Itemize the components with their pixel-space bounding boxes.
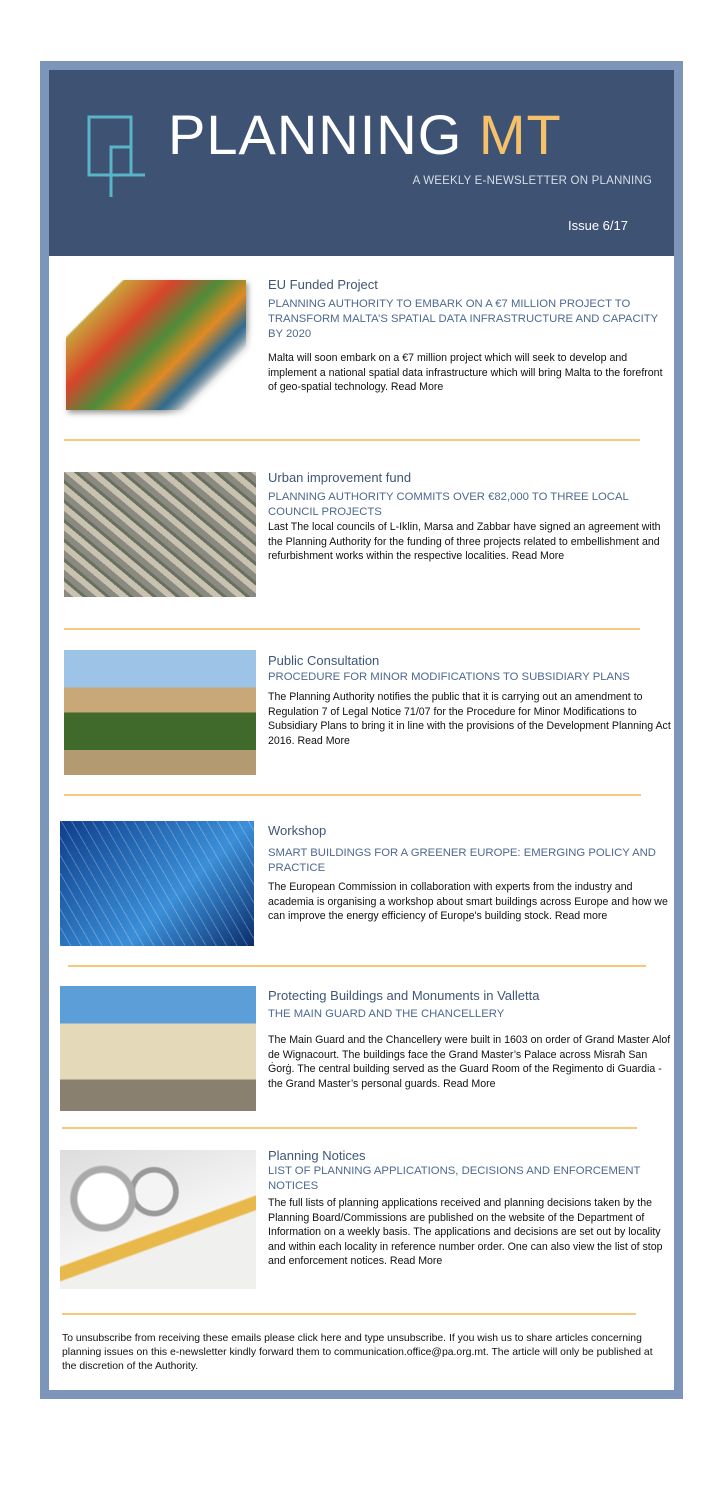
separator <box>68 965 646 967</box>
spatial-data-map-image[interactable] <box>66 280 246 410</box>
main-guard-building-image[interactable] <box>60 986 256 1111</box>
smart-building-image[interactable] <box>60 821 254 946</box>
article-category: Public Consultation <box>268 653 380 668</box>
separator <box>64 439 640 441</box>
public-garden-image[interactable] <box>64 650 256 775</box>
separator <box>62 1313 636 1315</box>
blueprints-image[interactable] <box>60 1150 256 1289</box>
article-body: Last The local councils of L-Iklin, Marsa and Zabbar have signed an agreement with the Planning Authority for the funding of three projects related to embellishment and refurbishment works within the respective localities. Read More <box>268 521 661 562</box>
separator <box>64 628 640 630</box>
separator <box>64 794 641 796</box>
read-more-link[interactable]: Read More <box>443 1077 496 1090</box>
article-headline[interactable]: THE MAIN GUARD AND THE CHANCELLERY <box>268 1008 505 1020</box>
article-category: Protecting Buildings and Monuments in Valletta <box>268 988 540 1003</box>
issue-number: Issue 6/17 <box>568 218 628 233</box>
read-more-link[interactable]: Read More <box>511 550 565 562</box>
article-headline[interactable]: LIST OF PLANNING APPLICATIONS, DECISIONS AND ENFORCEMENT NOTICES <box>268 1165 641 1192</box>
article-headline[interactable]: PLANNING AUTHORITY COMMITS OVER €82,000 TO THREE LOCAL COUNCIL PROJECTS <box>268 491 629 518</box>
article-category: Urban improvement fund <box>268 470 412 485</box>
newsletter-title: PLANNING MT <box>168 103 562 166</box>
read-more-link[interactable]: Read More <box>389 1255 443 1267</box>
article-body: The Planning Authority notifies the public that it is carrying out an amendment to Regulation 7 of Legal Notice 71/07 for the Procedure for Minor Modifications to Subsidiary Plans to bring it in line with the provisions of the Development Planning Act 2016. Read More <box>268 691 671 747</box>
article-headline[interactable]: PROCEDURE FOR MINOR MODIFICATIONS TO SUBSIDIARY PLANS <box>268 671 630 683</box>
article-headline[interactable]: PLANNING AUTHORITY TO EMBARK ON A €7 MILLION PROJECT TO TRANSFORM MALTA’S SPATIAL DATA INFRASTRUCTURE AND CAPACITY BY 2020 <box>268 298 658 340</box>
article-body: The Main Guard and the Chancellery were built in 1603 on order of Grand Master Alof de Wignacourt. The buildings face the Grand Master’s Palace across Misraħ San Ġorġ. The central building served as the Guard Room of the Regimento di Guardia - the Grand Master’s personal guards. Read More <box>268 1034 671 1090</box>
article-category: Planning Notices <box>268 1148 366 1163</box>
article-category: Workshop <box>268 823 327 838</box>
read-more-link[interactable]: Read More <box>390 381 444 393</box>
article-body: Malta will soon embark on a €7 million project which will seek to develop and implement a national spatial data infrastructure which will bring Malta to the forefront of geo-spatial technology. Read More <box>268 352 663 393</box>
article-category: EU Funded Project <box>268 277 378 292</box>
newsletter-header <box>49 70 674 256</box>
read-more-link[interactable]: Read More <box>297 734 350 747</box>
newsletter-subtitle: A WEEKLY E-NEWSLETTER ON PLANNING <box>412 175 652 187</box>
urban-aerial-image[interactable] <box>64 472 256 597</box>
article-body: The European Commission in collaboration with experts from the industry and academia is organising a workshop about smart buildings across Europe and how we can improve the energy efficiency of Europe's building stock. Read more <box>268 881 668 922</box>
footer-unsubscribe-text: To unsubscribe from receiving these emails please click here and type unsubscribe. If you wish us to share articles concerning planning issues on this e-newsletter kindly forward them to communication.office@pa.org.mt. The article will only be published at the discretion of the Authority. <box>62 1333 653 1372</box>
read-more-link[interactable]: Read more <box>554 910 608 922</box>
article-body: The full lists of planning applications received and planning decisions taken by the Planning Board/Commissions are published on the website of the Department of Information on a weekly basis. The applications and decisions are set out by locality and within each locality in reference number order. One can also view the list of stop and enforcement notices. Read More <box>268 1197 663 1267</box>
article-headline[interactable]: SMART BUILDINGS FOR A GREENER EUROPE: EMERGING POLICY AND PRACTICE <box>268 847 656 874</box>
separator <box>62 1127 637 1129</box>
